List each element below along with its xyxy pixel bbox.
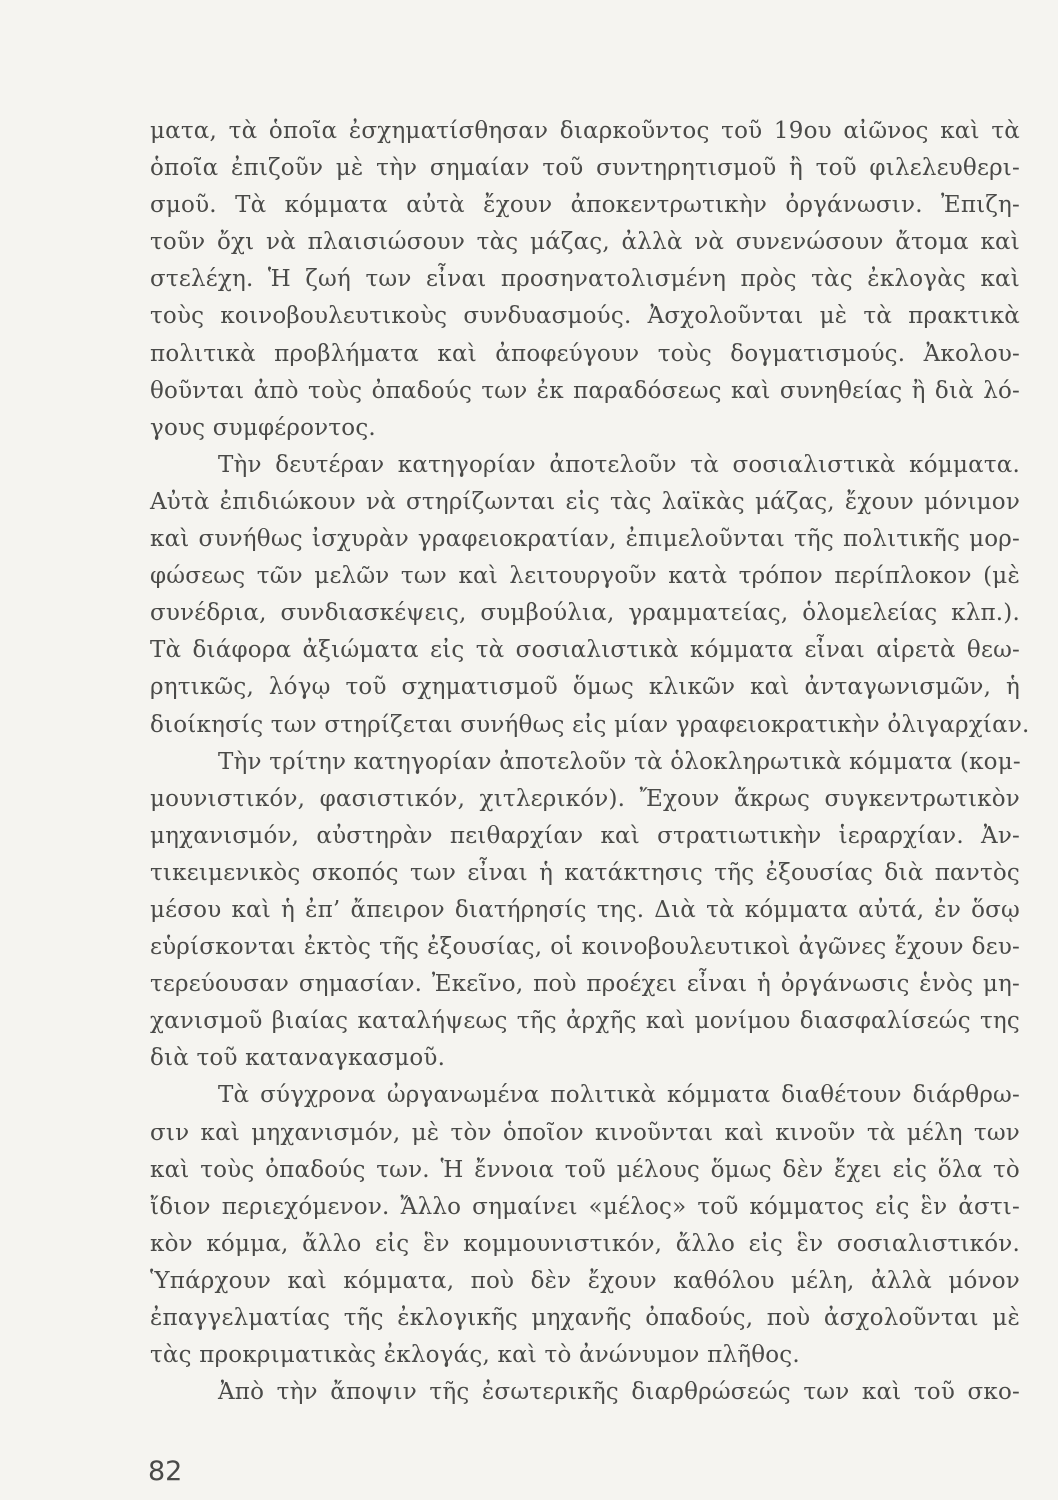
text-line: Τὴν δευτέραν κατηγορίαν ἀποτελοῦν τὰ σοσιαλιστικὰ κόμματα. [218,451,1020,478]
text-line: ὁποῖα ἐπιζοῦν μὲ τὴν σημαίαν τοῦ συντηρητισμοῦ ἢ τοῦ φιλελευθερι- [150,155,1020,182]
text-line: Τὰ σύγχρονα ὠργανωμένα πολιτικὰ κόμματα διαθέτουν διάρθρω- [218,1082,1020,1109]
body-text [150,113,1030,1411]
text-line: Ἀπὸ τὴν ἄποψιν τῆς ἐσωτερικῆς διαρθρώσεώς των καὶ τοῦ σκο- [218,1379,1020,1406]
text-line: τὰς προκριματικὰς ἐκλογάς, καὶ τὸ ἀνώνυμον πλῆθος. [150,1342,800,1369]
page-number: 82 [148,1456,183,1487]
text-line: στελέχη. Ἡ ζωή των εἶναι προσηνατολισμένη πρὸς τὰς ἐκλογὰς καὶ [150,266,1020,293]
text-line: μουνιστικόν, φασιστικόν, χιτλερικόν). Ἔχουν ἄκρως συγκεντρωτικὸν [150,785,1020,812]
text-line: καὶ συνήθως ἰσχυρὰν γραφειοκρατίαν, ἐπιμελοῦνται τῆς πολιτικῆς μορ- [150,526,1020,553]
text-line: Τὰ διάφορα ἀξιώματα εἰς τὰ σοσιαλιστικὰ κόμματα εἶναι αἱρετὰ θεω- [150,637,1020,664]
text-line: συνέδρια, συνδιασκέψεις, συμβούλια, γραμματείας, ὁλομελείας κλπ.). [150,600,1020,627]
text-line: καὶ τοὺς ὀπαδούς των. Ἡ ἔννοια τοῦ μέλους ὅμως δὲν ἔχει εἰς ὅλα τὸ [150,1156,1020,1183]
text-line: πολιτικὰ προβλήματα καὶ ἀποφεύγουν τοὺς δογματισμούς. Ἀκολου- [150,340,1020,367]
text-line: γους συμφέροντος. [150,414,376,441]
text-line: μέσου καὶ ἡ ἐπ’ ἄπειρον διατήρησίς της. Διὰ τὰ κόμματα αὐτά, ἐν ὅσῳ [150,896,1020,923]
text-line: ρητικῶς, λόγῳ τοῦ σχηματισμοῦ ὅμως κλικῶν καὶ ἀνταγωνισμῶν, ἡ [150,674,1020,701]
text-line: φώσεως τῶν μελῶν των καὶ λειτουργοῦν κατὰ τρόπον περίπλοκον (μὲ [150,563,1020,590]
text-line: τοὺς κοινοβουλευτικοὺς συνδυασμούς. Ἀσχολοῦνται μὲ τὰ πρακτικὰ [150,303,1020,330]
text-line: Ὑπάρχουν καὶ κόμματα, ποὺ δὲν ἔχουν καθόλου μέλη, ἀλλὰ μόνον [150,1267,1020,1294]
text-line: σμοῦ. Τὰ κόμματα αὐτὰ ἔχουν ἀποκεντρωτικὴν ὀργάνωσιν. Ἐπιζη- [150,192,1020,219]
text-line: Τὴν τρίτην κατηγορίαν ἀποτελοῦν τὰ ὁλοκληρωτικὰ κόμματα (κομ- [218,748,1021,775]
text-line: Αὐτὰ ἐπιδιώκουν νὰ στηρίζωνται εἰς τὰς λαϊκὰς μάζας, ἔχουν μόνιμον [150,488,1020,515]
text-line: διοίκησίς των στηρίζεται συνήθως εἰς μίαν γραφειοκρατικὴν ὀλιγαρχίαν. [150,711,1030,738]
text-line: τοῦν ὄχι νὰ πλαισιώσουν τὰς μάζας, ἀλλὰ νὰ συνενώσουν ἄτομα καὶ [150,229,1020,256]
text-line: χανισμοῦ βιαίας καταλήψεως τῆς ἀρχῆς καὶ μονίμου διασφαλίσεώς της [150,1008,1020,1035]
text-line: ματα, τὰ ὁποῖα ἐσχηματίσθησαν διαρκοῦντος τοῦ 19ου αἰῶνος καὶ τὰ [150,118,1020,144]
text-line: κὸν κόμμα, ἄλλο εἰς ἓν κομμουνιστικόν, ἄλλο εἰς ἓν σοσιαλιστικόν. [150,1230,1020,1257]
text-line: ἴδιον περιεχόμενον. Ἄλλο σημαίνει «μέλος» τοῦ κόμματος εἰς ἓν ἀστι- [150,1193,1020,1220]
text-line: διὰ τοῦ καταναγκασμοῦ. [150,1045,446,1072]
text-line: θοῦνται ἀπὸ τοὺς ὀπαδούς των ἐκ παραδόσεως καὶ συνηθείας ἢ διὰ λό- [150,377,1020,404]
text-line: τικειμενικὸς σκοπός των εἶναι ἡ κατάκτησις τῆς ἐξουσίας διὰ παντὸς [150,859,1020,886]
text-line: ἐπαγγελματίας τῆς ἐκλογικῆς μηχανῆς ὀπαδούς, ποὺ ἀσχολοῦνται μὲ [150,1305,1020,1331]
text-line: εὑρίσκονται ἐκτὸς τῆς ἐξουσίας, οἱ κοινοβουλευτικοὶ ἀγῶνες ἔχουν δευ- [150,934,1020,961]
text-line: σιν καὶ μηχανισμόν, μὲ τὸν ὁποῖον κινοῦνται καὶ κινοῦν τὰ μέλη των [150,1119,1020,1146]
text-line: μηχανισμόν, αὐστηρὰν πειθαρχίαν καὶ στρατιωτικὴν ἱεραρχίαν. Ἀν- [150,822,1020,849]
text-line: τερεύουσαν σημασίαν. Ἐκεῖνο, ποὺ προέχει εἶναι ἡ ὀργάνωσις ἑνὸς μη- [150,971,1020,998]
